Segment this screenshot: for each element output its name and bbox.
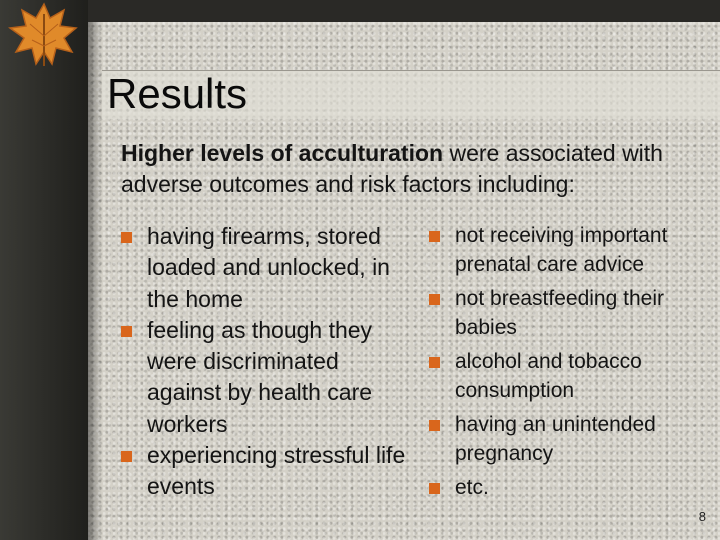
bullet-text: feeling as though they were discriminated against by health care workers xyxy=(147,316,373,437)
panel-shadow xyxy=(88,22,102,540)
bullet-text: having firearms, stored loaded and unlocked, in the home xyxy=(147,223,390,312)
square-bullet-icon xyxy=(429,420,440,431)
square-bullet-icon xyxy=(429,231,440,242)
frame-left-band xyxy=(0,0,88,540)
list-item xyxy=(121,221,411,315)
right-bullet-list xyxy=(429,221,714,507)
square-bullet-icon xyxy=(429,483,440,494)
left-bullet-list xyxy=(121,221,411,503)
list-item xyxy=(121,315,411,440)
intro-bold: Higher levels of acculturation xyxy=(121,140,444,166)
list-item xyxy=(429,347,714,405)
square-bullet-icon xyxy=(429,294,440,305)
bullet-text: etc. xyxy=(455,476,489,499)
bullet-text: not receiving important prenatal care advice xyxy=(455,224,668,276)
square-bullet-icon xyxy=(121,326,132,337)
slide-title: Results xyxy=(107,70,248,117)
bullet-text: alcohol and tobacco consumption xyxy=(455,350,642,402)
frame-top-band xyxy=(88,0,720,22)
list-item xyxy=(429,221,714,279)
intro-text xyxy=(121,138,701,200)
intro-rest: were associated with adverse outcomes and risk factors including: xyxy=(121,140,663,197)
list-item xyxy=(429,410,714,468)
bullet-text: having an unintended pregnancy xyxy=(455,413,656,465)
bullet-text: experiencing stressful life events xyxy=(147,442,406,500)
list-item xyxy=(429,284,714,342)
list-item xyxy=(429,473,714,502)
autumn-leaf-icon xyxy=(4,0,82,70)
page-number: 8 xyxy=(698,509,706,524)
square-bullet-icon xyxy=(121,232,132,243)
bullet-text: not breastfeeding their babies xyxy=(455,287,664,339)
square-bullet-icon xyxy=(429,357,440,368)
square-bullet-icon xyxy=(121,451,132,462)
list-item xyxy=(121,440,411,503)
